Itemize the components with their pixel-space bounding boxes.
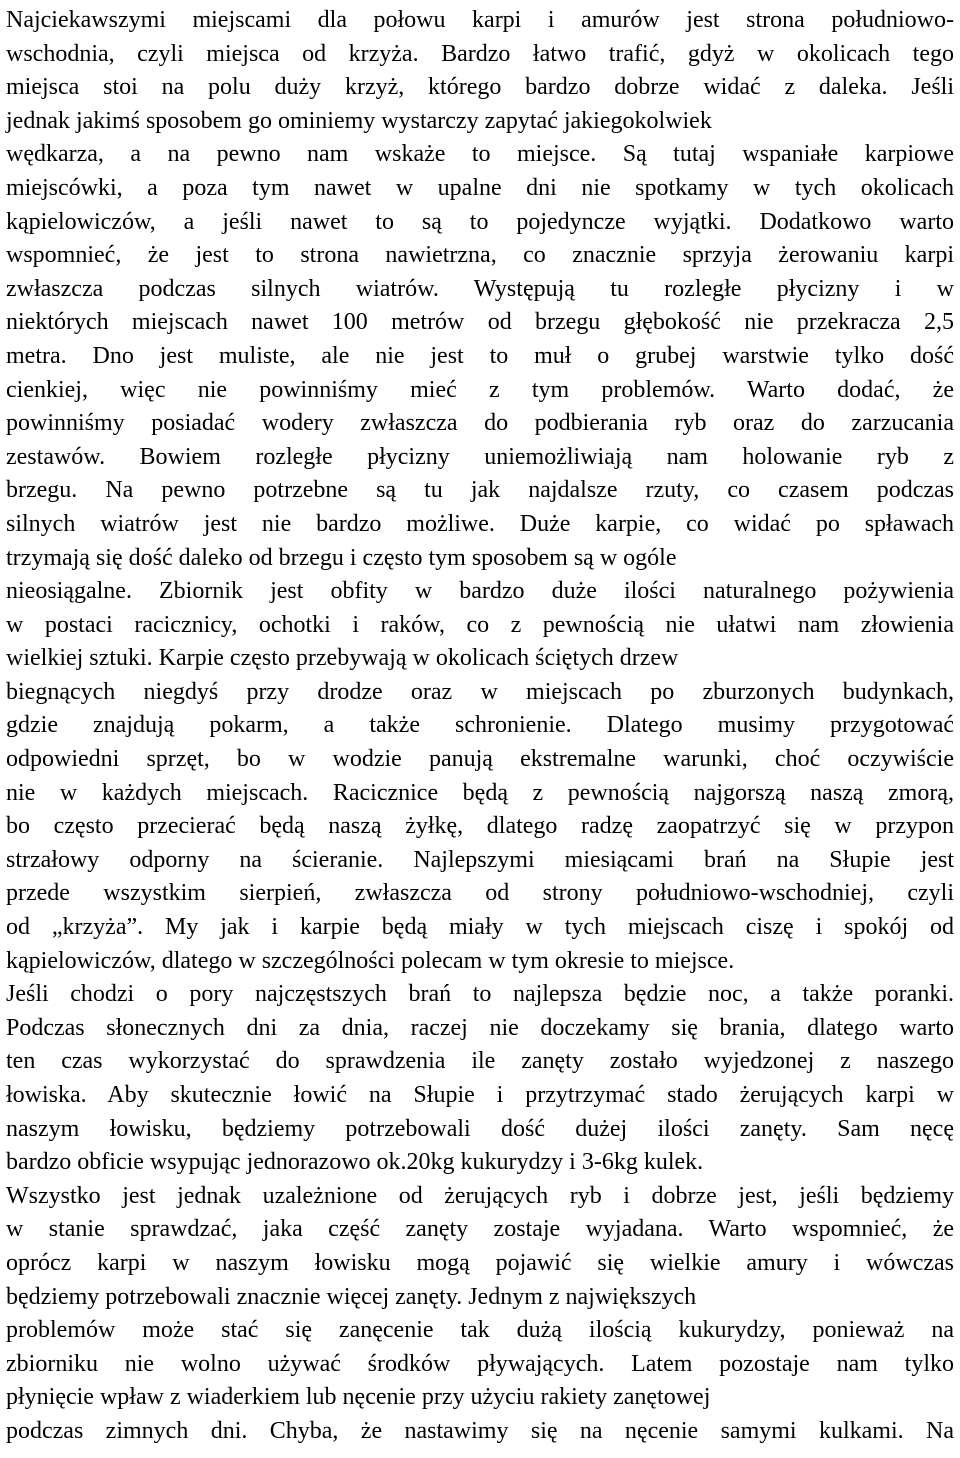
text-line: wędkarza, a na pewno nam wskaże to miejsce. Są tutaj wspaniałe karpiowe xyxy=(6,141,954,168)
text-line: zbiorniku nie wolno używać środków pływających. Latem pozostaje nam tylko xyxy=(6,1350,954,1377)
text-line: wspomnieć, że jest to strona nawietrzna, co znacznie sprzyja żerowaniu karpi xyxy=(6,242,954,269)
text-line: gdzie znajdują pokarm, a także schronienie. Dlatego musimy przygotować xyxy=(6,712,954,739)
text-line: kąpielowiczów, a jeśli nawet to są to pojedyncze wyjątki. Dodatkowo warto xyxy=(6,208,954,235)
text-line: wielkiej sztuki. Karpie często przebywają w okolicach ściętych drzew xyxy=(6,645,679,672)
text-line: zwłaszcza podczas silnych wiatrów. Występują tu rozległe płycizny i w xyxy=(6,275,954,302)
text-line: nieosiągalne. Zbiornik jest obfity w bardzo duże ilości naturalnego pożywienia xyxy=(6,578,954,605)
text-line: miejscówki, a poza tym nawet w upalne dni nie spotkamy w tych okolicach xyxy=(6,174,954,201)
text-line: biegnących niegdyś przy drodze oraz w miejscach po zburzonych budynkach, xyxy=(6,678,954,705)
text-line: bo często przecierać będą naszą żyłkę, dlatego radzę zaopatrzyć się w przypon xyxy=(6,813,954,840)
text-line: niektórych miejscach nawet 100 metrów od brzegu głębokość nie przekracza 2,5 xyxy=(6,309,954,336)
text-line: ten czas wykorzystać do sprawdzenia ile zanęty zostało wyjedzonej z naszego xyxy=(6,1048,954,1075)
text-line: oprócz karpi w naszym łowisku mogą pojawić się wielkie amury i wówczas xyxy=(6,1249,954,1276)
text-line: przede wszystkim sierpień, zwłaszcza od strony południowo-wschodniej, czyli xyxy=(6,880,954,907)
text-line: w stanie sprawdzać, jaka część zanęty zostaje wyjadana. Warto wspomnieć, że xyxy=(6,1216,954,1243)
text-line: będziemy potrzebowali znacznie więcej zanęty. Jednym z największych xyxy=(6,1283,697,1310)
text-line: strzałowy odporny na ścieranie. Najlepszymi miesiącami brań na Słupie jest xyxy=(6,846,954,873)
text-line: miejsca stoi na polu duży krzyż, którego bardzo dobrze widać z daleka. Jeśli xyxy=(6,74,954,101)
text-line: problemów może stać się zanęcenie tak dużą ilością kukurydzy, ponieważ na xyxy=(6,1317,954,1344)
text-line: naszym łowisku, będziemy potrzebowali dość dużej ilości zanęty. Sam nęcę xyxy=(6,1115,954,1142)
text-line: powinniśmy posiadać wodery zwłaszcza do podbierania ryb oraz do zarzucania xyxy=(6,410,954,437)
text-line: Wszystko jest jednak uzależnione od żerujących ryb i dobrze jest, jeśli będziemy xyxy=(6,1182,954,1209)
text-line: jednak jakimś sposobem go ominiemy wystarczy zapytać jakiegokolwiek xyxy=(6,107,712,134)
text-line: nie w każdych miejscach. Racicznice będą z pewnością najgorszą naszą zmorą, xyxy=(6,779,954,806)
text-line: zestawów. Bowiem rozległe płycizny uniemożliwiają nam holowanie ryb z xyxy=(6,443,954,470)
text-line: metra. Dno jest muliste, ale nie jest to muł o grubej warstwie tylko dość xyxy=(6,342,954,369)
text-line: cienkiej, więc nie powinniśmy mieć z tym problemów. Warto dodać, że xyxy=(6,376,954,403)
text-line: Podczas słonecznych dni za dnia, raczej nie doczekamy się brania, dlatego warto xyxy=(6,1014,954,1041)
text-line: Najciekawszymi miejscami dla połowu karpi i amurów jest strona południowo- xyxy=(6,7,954,33)
text-line: łowiska. Aby skutecznie łowić na Słupie i przytrzymać stado żerujących karpi w xyxy=(6,1082,954,1108)
text-line: kąpielowiczów, dlatego w szczególności polecam w tym okresie to miejsce. xyxy=(6,947,735,974)
text-line: brzegu. Na pewno potrzebne są tu jak najdalsze rzuty, co czasem podczas xyxy=(6,477,954,504)
text-line: od „krzyża”. My jak i karpie będą miały w tych miejscach ciszę i spokój od xyxy=(6,914,954,941)
text-line: podczas zimnych dni. Chyba, że nastawimy się na nęcenie samymi kulkami. Na xyxy=(6,1417,954,1444)
text-line: płynięcie wpław z wiaderkiem lub nęcenie przy użyciu rakiety zanętowej xyxy=(6,1384,711,1411)
text-line: trzymają się dość daleko od brzegu i często tym sposobem są w ogóle xyxy=(6,544,677,571)
text-line: odpowiedni sprzęt, bo w wodzie panują ekstremalne warunki, choć oczywiście xyxy=(6,746,954,773)
text-line: wschodnia, czyli miejsca od krzyża. Bardzo łatwo trafić, gdyż w okolicach tego xyxy=(6,40,954,67)
text-line: Jeśli chodzi o pory najczęstszych brań to najlepsza będzie noc, a także poranki. xyxy=(6,981,954,1008)
text-line: w postaci racicznicy, ochotki i raków, co z pewnością nie ułatwi nam złowienia xyxy=(6,611,954,638)
text-line: silnych wiatrów jest nie bardzo możliwe. Duże karpie, co widać po spławach xyxy=(6,510,954,537)
body-text xyxy=(6,4,954,1449)
text-line: bardzo obficie wsypując jednorazowo ok.20kg kukurydzy i 3-6kg kulek. xyxy=(6,1149,704,1176)
